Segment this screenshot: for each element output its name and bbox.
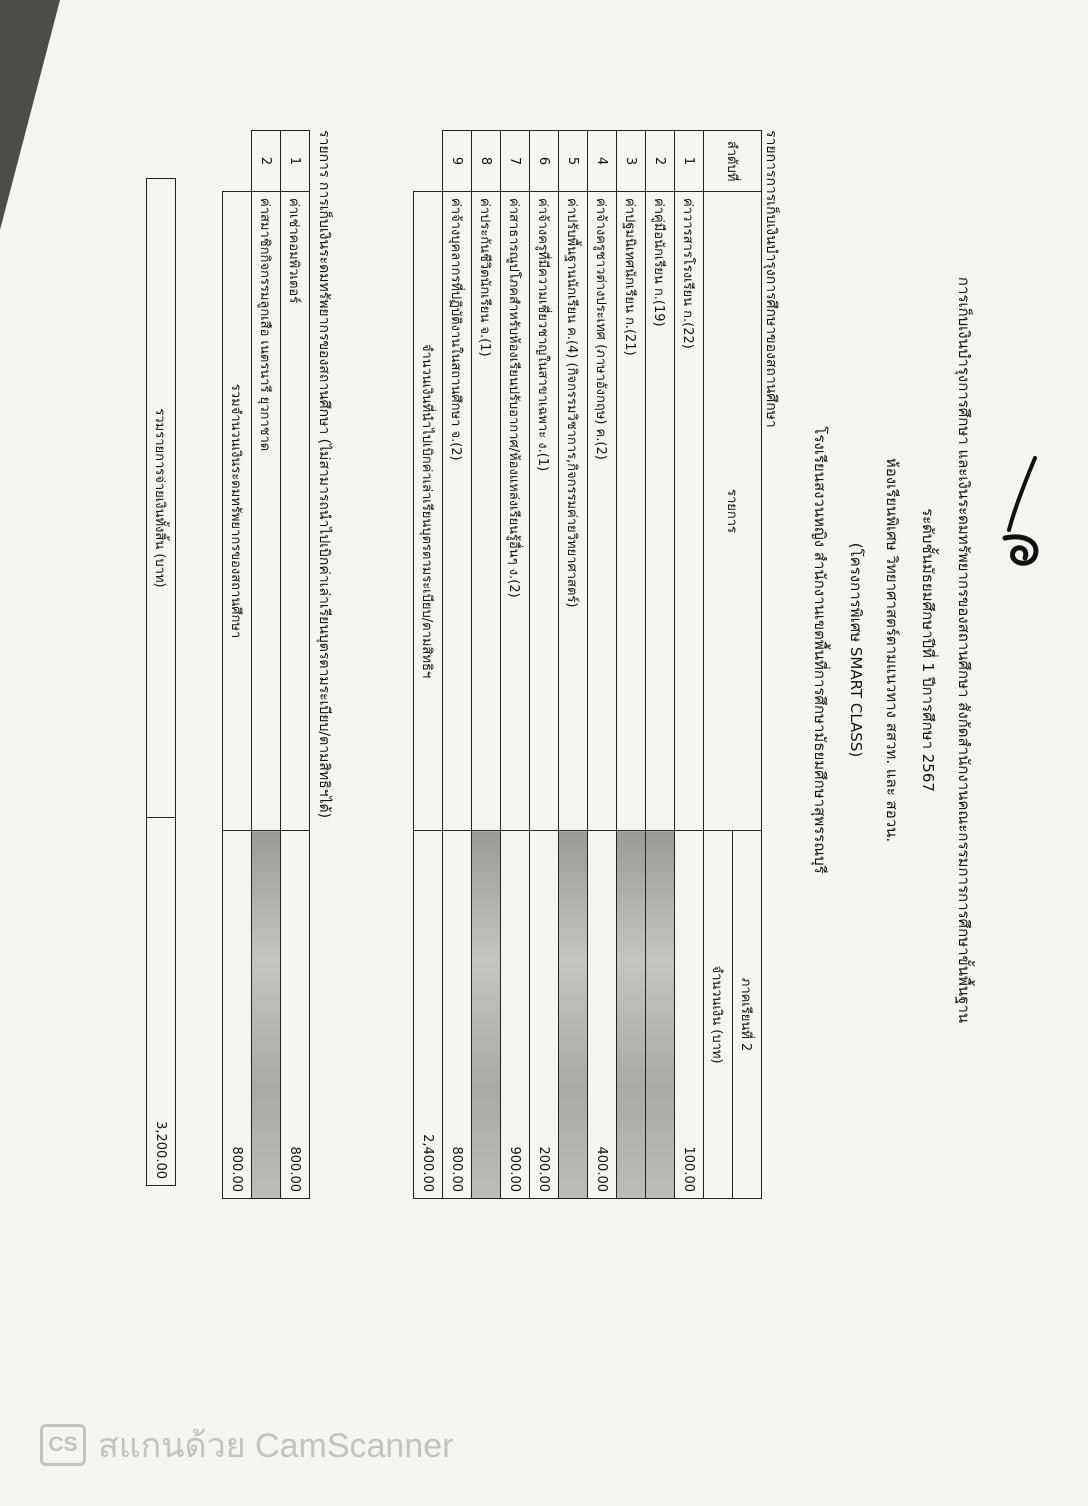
table-row [646, 131, 675, 1199]
row-amount-shaded [252, 831, 281, 1199]
header-line-3: ห้องเรียนพิเศษ วิทยาศาสตร์ตามแนวทาง สสวท. และ สอวน. [883, 457, 901, 843]
document-header [802, 90, 982, 1210]
row-item: ค่าจ้างบุคลากรที่ปฏิบัติงานในสถานศึกษา จ.(2) [443, 192, 472, 831]
row-amount-shaded [472, 831, 501, 1199]
row-amount: 900.00 [501, 831, 530, 1199]
total-spacer [414, 131, 443, 192]
scan-edge-shadow [0, 0, 60, 230]
grand-total-label: รวมรายการจ่ายเงินทั้งสิ้น (บาท) [147, 179, 176, 818]
row-item: ค่าเช่าคอมพิวเตอร์ [281, 192, 310, 831]
total-label: รวมจำนวนเงินระดมทรัพยากรของสถานศึกษา [223, 192, 252, 831]
table-row [675, 131, 704, 1199]
table-total-row [414, 131, 443, 1199]
row-item: ค่าปฐมนิเทศนักเรียน ก.(21) [617, 192, 646, 831]
tuition-fee-table [413, 130, 762, 1199]
table-row [472, 131, 501, 1199]
grand-total-table [146, 178, 176, 1186]
row-item: ค่าประกันชีวิตนักเรียน จ.(1) [472, 192, 501, 831]
camscanner-watermark [40, 1418, 453, 1472]
table-header-row [733, 131, 762, 1199]
row-no: 1 [675, 131, 704, 192]
handwritten-signature [995, 452, 1055, 572]
row-no: 7 [501, 131, 530, 192]
header-line-5: โรงเรียนสงวนหญิง สำนักงานเขตพื้นที่การศึกษามัธยมศึกษาสุพรรณบุรี [811, 426, 829, 874]
table-row [588, 131, 617, 1199]
col-item-header: รายการ [704, 192, 762, 831]
row-amount: 800.00 [281, 831, 310, 1199]
grand-total-amount: 3,200.00 [147, 818, 176, 1186]
table1-caption: รายการการเก็บเงินบำรุงการศึกษาของสถานศึกษา [763, 130, 779, 428]
col-no-header: ลำดับที่ [704, 131, 762, 192]
table-row [443, 131, 472, 1199]
row-item: ค่าจ้างครูชาวต่างประเทศ (ภาษาอังกฤษ) ค.(2) [588, 192, 617, 831]
table-row [530, 131, 559, 1199]
row-no: 8 [472, 131, 501, 192]
row-no: 5 [559, 131, 588, 192]
col-term-header: ภาคเรียนที่ 2 [733, 831, 762, 1199]
camscanner-logo-icon: CS [40, 1424, 86, 1466]
row-no: 2 [646, 131, 675, 192]
col-amount-header: จำนวนเงิน (บาท) [704, 831, 733, 1199]
row-item: ค่าคู่มือนักเรียน ก.(19) [646, 192, 675, 831]
table-row [559, 131, 588, 1199]
row-amount-shaded [617, 831, 646, 1199]
row-no: 1 [281, 131, 310, 192]
row-amount-shaded [646, 831, 675, 1199]
rotated-document [120, 90, 1000, 1210]
total-spacer [223, 131, 252, 192]
row-item: ค่าวารสารโรงเรียน ก.(22) [675, 192, 704, 831]
header-line-2: ระดับชั้นมัธยมศึกษาปีที่ 1 ปีการศึกษา 2567 [919, 508, 937, 792]
row-no: 4 [588, 131, 617, 192]
header-line-4: (โครงการพิเศษ SMART CLASS) [847, 542, 865, 758]
row-amount-shaded [559, 831, 588, 1199]
row-amount: 800.00 [443, 831, 472, 1199]
row-item: ค่าจ้างครูที่มีความเชี่ยวชาญในสาขาเฉพาะ ง.(1) [530, 192, 559, 831]
grand-total-row [147, 179, 176, 1186]
header-line-1: การเก็บเงินบำรุงการศึกษา และเงินระดมทรัพยากรของสถานศึกษา สังกัดสำนักงานคณะกรรมการการศึกษาขั้นพื้นฐาน [955, 276, 973, 1024]
table-row [281, 131, 310, 1199]
row-no: 6 [530, 131, 559, 192]
row-no: 3 [617, 131, 646, 192]
row-item: ค่าสมาชิกกิจกรรมลูกเสือ เนตรนารี ยุวกาชาด [252, 192, 281, 831]
table-row [501, 131, 530, 1199]
row-no: 9 [443, 131, 472, 192]
resource-fee-table [222, 130, 310, 1199]
row-amount: 200.00 [530, 831, 559, 1199]
camscanner-text: สแกนด้วย CamScanner [98, 1427, 454, 1465]
row-no: 2 [252, 131, 281, 192]
table-row [617, 131, 646, 1199]
table-total-row [223, 131, 252, 1199]
total-label: จำนวนเงินที่นำไปเบิกค่าเล่าเรียนบุตรตามระเบียบ/ตามสิทธิฯ [414, 192, 443, 831]
row-amount: 100.00 [675, 831, 704, 1199]
total-amount: 800.00 [223, 831, 252, 1199]
table-row [252, 131, 281, 1199]
row-amount: 400.00 [588, 831, 617, 1199]
row-item: ค่าสาธารณูปโภคสำหรับห้องเรียนปรับอากาศ/ห้องแหล่งเรียนรู้อื่นๆ ง.(2) [501, 192, 530, 831]
table2-caption: รายการ การเก็บเงินระดมทรัพยากรของสถานศึกษา (ไม่สามารถนำไปเบิกค่าเล่าเรียนบุตรตามระเบียบ/ตามสิทธิฯได้) [316, 130, 332, 819]
row-item: ค่าปรับพื้นฐานนักเรียน ค.(4) (กิจกรรมวิชาการ,กิจกรรมค่ายวิทยาศาสตร์) [559, 192, 588, 831]
total-amount: 2,400.00 [414, 831, 443, 1199]
